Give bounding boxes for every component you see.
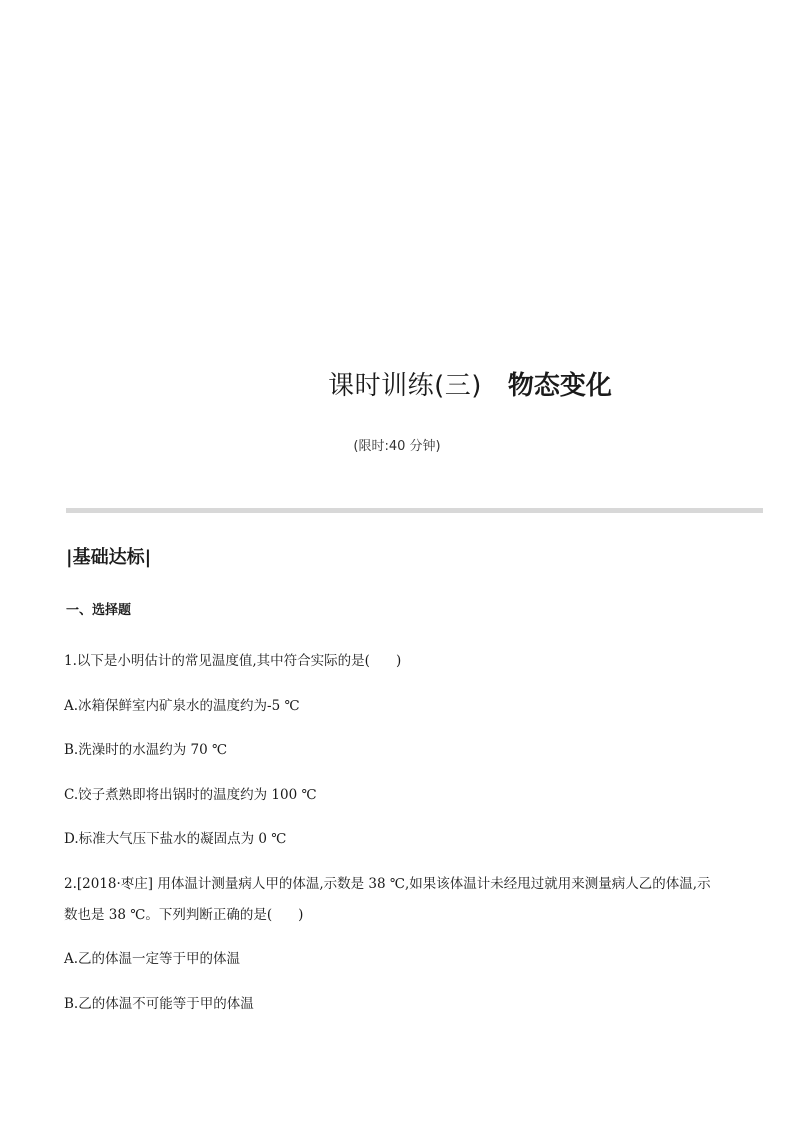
- question-1-stem-text: 1.以下是小明估计的常见温度值,其中符合实际的是(: [64, 653, 370, 669]
- question-1-option-a: A.冰箱保鲜室内矿泉水的温度约为-5 ℃: [64, 698, 300, 714]
- question-2-stem-line-2: [64, 905, 303, 925]
- question-2-stem-line-1: 2.[2018·枣庄] 用体温计测量病人甲的体温,示数是 38 ℃,如果该体温计未经甩过就用来测量病人乙的体温,示: [64, 876, 711, 892]
- question-2-paren-close: ): [298, 907, 304, 923]
- question-2-option-a: A.乙的体温一定等于甲的体温: [64, 951, 241, 967]
- time-limit: (限时:40 分钟): [353, 439, 441, 454]
- question-2-option-b: B.乙的体温不可能等于甲的体温: [64, 996, 254, 1012]
- page-title: [0, 368, 794, 404]
- question-2-stem-text: 数也是 38 ℃。下列判断正确的是(: [64, 907, 273, 923]
- section-heading: |基础达标|: [66, 547, 152, 568]
- title-main: 课时训练(三): [328, 371, 482, 401]
- title-sub: 物态变化: [507, 371, 612, 401]
- question-1-stem: [64, 651, 401, 671]
- question-1-option-d: D.标准大气压下盐水的凝固点为 0 ℃: [64, 831, 287, 847]
- question-1-option-c: C.饺子煮熟即将出锅时的温度约为 100 ℃: [64, 787, 317, 803]
- question-1-option-b: B.洗澡时的水温约为 70 ℃: [64, 742, 228, 758]
- question-1-paren-close: ): [395, 653, 402, 669]
- subsection-title: 一、选择题: [66, 603, 132, 618]
- divider: [66, 508, 763, 513]
